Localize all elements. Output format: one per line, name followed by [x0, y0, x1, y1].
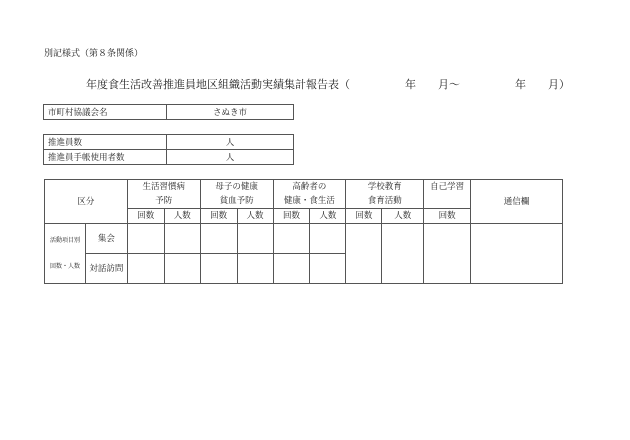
promoter-count-label: 推進員数 — [44, 135, 167, 150]
row-group-label: 活動項目別 回数・人数 — [45, 224, 86, 284]
activity-table — [44, 179, 563, 284]
sub-people: 人数 — [237, 209, 273, 224]
input-cell[interactable] — [164, 224, 200, 254]
sub-count: 回数 — [424, 209, 471, 224]
remarks-header: 通信欄 — [471, 180, 563, 224]
input-cell[interactable] — [273, 224, 310, 254]
input-cell[interactable] — [382, 224, 424, 284]
council-value: さぬき市 — [167, 105, 294, 120]
council-table — [43, 104, 294, 120]
category-header: 区分 — [45, 180, 128, 224]
input-cell[interactable] — [200, 254, 237, 284]
input-cell[interactable] — [164, 254, 200, 284]
input-cell[interactable] — [273, 254, 310, 284]
handbook-users-label: 推進員手帳使用者数 — [44, 150, 167, 165]
sub-people: 人数 — [382, 209, 424, 224]
input-cell[interactable] — [127, 254, 164, 284]
row-label-visit: 対話訪問 — [85, 254, 127, 284]
sub-count: 回数 — [200, 209, 237, 224]
council-label: 市町村協議会名 — [44, 105, 167, 120]
sub-people: 人数 — [164, 209, 200, 224]
input-cell[interactable] — [310, 254, 346, 284]
handbook-users-value: 人 — [167, 150, 294, 165]
sub-people: 人数 — [310, 209, 346, 224]
counts-table — [43, 134, 294, 165]
input-cell[interactable] — [127, 224, 164, 254]
sub-count: 回数 — [273, 209, 310, 224]
sub-count: 回数 — [346, 209, 382, 224]
input-cell[interactable] — [310, 224, 346, 254]
remarks-cell[interactable] — [471, 224, 563, 284]
input-cell[interactable] — [237, 224, 273, 254]
promoter-count-value: 人 — [167, 135, 294, 150]
group-header-self-study: 自己学習 — [424, 180, 471, 209]
input-cell[interactable] — [200, 224, 237, 254]
sub-count: 回数 — [127, 209, 164, 224]
form-note: 別記様式（第８条関係） — [44, 49, 144, 59]
page-title: 年度食生活改善推進員地区組織活動実績集計報告表（ 年 月〜 年 月） — [86, 78, 570, 91]
input-cell[interactable] — [346, 224, 382, 284]
row-label-meeting: 集会 — [85, 224, 127, 254]
input-cell[interactable] — [237, 254, 273, 284]
input-cell[interactable] — [424, 224, 471, 284]
group-header-elderly: 高齢者の 健康・食生活 — [273, 180, 346, 209]
group-header-school: 学校教育 食育活動 — [346, 180, 424, 209]
group-header-maternal: 母子の健康 貧血予防 — [200, 180, 273, 209]
group-header-lifestyle: 生活習慣病 予防 — [127, 180, 200, 209]
